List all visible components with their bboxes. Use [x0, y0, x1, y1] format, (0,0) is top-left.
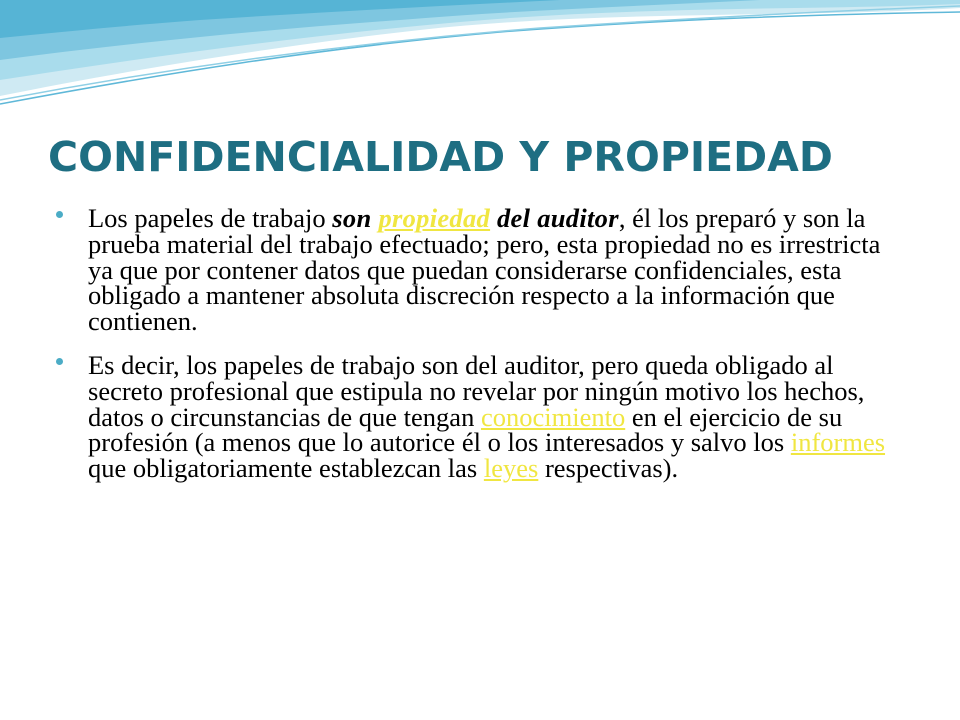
emphasis-text: son — [332, 203, 379, 233]
bullet-dot-icon — [56, 211, 63, 218]
text: respectivas). — [538, 453, 679, 484]
emphasis-text: del auditor — [490, 203, 619, 233]
link-conocimiento[interactable]: conocimiento — [480, 401, 626, 432]
link-leyes[interactable]: leyes — [483, 453, 539, 484]
text: , él los preparó y son la prueba material del trabajo efectuado; pero, esta propiedad no es irrestricta ya que por contener datos que puedan considerarse confidenciales, esta obligado a mantener absoluta discreción respecto a la información que contienen. — [88, 203, 881, 337]
link-informes[interactable]: informes — [790, 427, 886, 458]
bullet-list — [56, 203, 896, 500]
text: que obligatoriamente establezcan las — [88, 453, 484, 484]
bullet-dot-icon — [56, 358, 63, 365]
link-propiedad[interactable]: propiedad — [378, 203, 491, 233]
bullet-item-1 — [56, 203, 896, 337]
text: Los papeles de trabajo — [88, 203, 333, 233]
bullet-item-2 — [56, 349, 896, 484]
header-wave-decoration — [0, 0, 960, 120]
text: en el ejercicio de su profesión (a menos que lo autorice él o los interesados y salvo los — [88, 401, 843, 458]
text: Es decir, los papeles de trabajo son del auditor, pero queda obligado al secreto profesional que estipula no revelar por ningún motivo los hechos, datos o circunstancias de que tengan — [88, 349, 865, 432]
slide-title: CONFIDENCIALIDAD Y PROPIEDAD — [48, 133, 833, 181]
